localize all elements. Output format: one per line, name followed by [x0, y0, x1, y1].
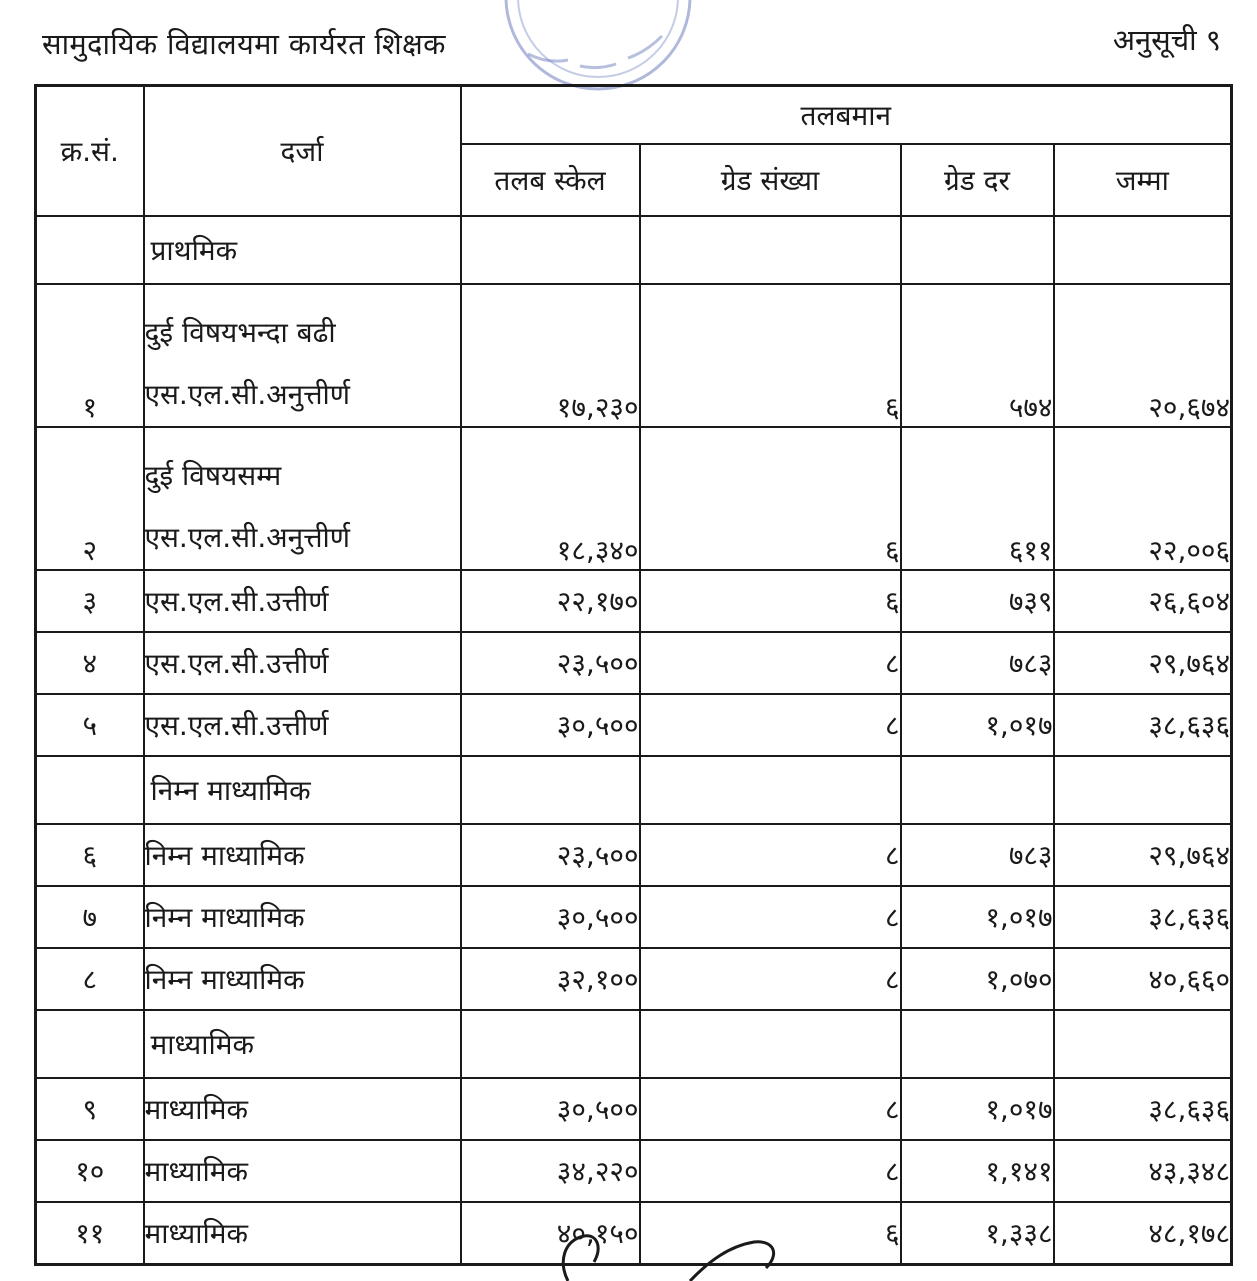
cell-level-line: निम्न माध्यामिक	[144, 901, 305, 934]
document-title: सामुदायिक विद्यालयमा कार्यरत शिक्षक	[42, 27, 446, 61]
cell-scale: १७,२३०	[461, 284, 640, 427]
cell-scale: ३४,२२०	[461, 1140, 640, 1202]
cell-level-line: एस.एल.सी.अनुत्तीर्ण	[144, 378, 351, 411]
table-row	[36, 886, 1232, 948]
cell-sn: ५	[36, 694, 144, 756]
table-row	[36, 427, 1232, 570]
cell-scale: २२,१७०	[461, 570, 640, 632]
col-header-salary-group: तलबमान	[461, 86, 1232, 145]
cell-level-line: एस.एल.सी.उत्तीर्ण	[144, 647, 329, 680]
section-row	[36, 1010, 1232, 1078]
table-row	[36, 694, 1232, 756]
cell-sn: ३	[36, 570, 144, 632]
table-row	[36, 632, 1232, 694]
cell-grade-count: ८	[640, 886, 901, 948]
section-row	[36, 756, 1232, 824]
section-empty-cell	[1054, 756, 1232, 824]
cell-level-line: निम्न माध्यामिक	[144, 963, 305, 996]
col-header-grade-rate: ग्रेड दर	[901, 144, 1054, 216]
cell-grade-rate: १,०१७	[901, 694, 1054, 756]
col-header-scale: तलब स्केल	[461, 144, 640, 216]
section-label: निम्न माध्यामिक	[144, 756, 461, 824]
cell-total: २०,६७४	[1054, 284, 1232, 427]
cell-sn: ७	[36, 886, 144, 948]
section-empty-cell	[461, 1010, 640, 1078]
section-sn-cell	[36, 756, 144, 824]
section-label: माध्यामिक	[144, 1010, 461, 1078]
cell-level	[144, 694, 461, 756]
cell-total: ३८,६३६	[1054, 886, 1232, 948]
cell-level	[144, 1202, 461, 1265]
cell-sn: ६	[36, 824, 144, 886]
cell-sn: ११	[36, 1202, 144, 1265]
cell-grade-rate: ७८३	[901, 824, 1054, 886]
cell-level-line: एस.एल.सी.उत्तीर्ण	[144, 709, 329, 742]
cell-grade-count: ८	[640, 694, 901, 756]
cell-grade-rate: १,३३८	[901, 1202, 1054, 1265]
section-sn-cell	[36, 1010, 144, 1078]
cell-grade-count: ६	[640, 284, 901, 427]
section-empty-cell	[1054, 216, 1232, 284]
table-row	[36, 824, 1232, 886]
cell-scale: ३०,५००	[461, 694, 640, 756]
cell-level-line: माध्यामिक	[144, 1093, 249, 1126]
cell-sn: २	[36, 427, 144, 570]
cell-grade-rate: ५७४	[901, 284, 1054, 427]
table-row	[36, 284, 1232, 427]
cell-grade-rate: ७३९	[901, 570, 1054, 632]
cell-total: ३८,६३६	[1054, 694, 1232, 756]
cell-level-line: माध्यामिक	[144, 1155, 249, 1188]
cell-grade-rate: १,१४१	[901, 1140, 1054, 1202]
col-header-grade-count: ग्रेड संख्या	[640, 144, 901, 216]
cell-sn: १०	[36, 1140, 144, 1202]
cell-level	[144, 632, 461, 694]
signature-icon	[540, 1232, 800, 1281]
cell-level-line: दुई विषयसम्म	[144, 459, 282, 492]
cell-grade-count: ८	[640, 1078, 901, 1140]
annex-label: अनुसूची ९	[1112, 23, 1221, 57]
cell-grade-count: ६	[640, 570, 901, 632]
cell-grade-count: ८	[640, 948, 901, 1010]
section-empty-cell	[640, 216, 901, 284]
table-row	[36, 570, 1232, 632]
cell-scale: १८,३४०	[461, 427, 640, 570]
cell-grade-count: ६	[640, 427, 901, 570]
cell-total: २२,००६	[1054, 427, 1232, 570]
cell-grade-count: ८	[640, 632, 901, 694]
col-header-sn: क्र.सं.	[36, 86, 144, 217]
cell-level	[144, 948, 461, 1010]
section-sn-cell	[36, 216, 144, 284]
cell-total: ४०,६६०	[1054, 948, 1232, 1010]
cell-grade-rate: १,०१७	[901, 1078, 1054, 1140]
section-empty-cell	[640, 756, 901, 824]
cell-total: ३८,६३६	[1054, 1078, 1232, 1140]
cell-total: २९,७६४	[1054, 632, 1232, 694]
section-empty-cell	[901, 756, 1054, 824]
cell-scale: ३०,५००	[461, 1078, 640, 1140]
cell-grade-rate: १,०७०	[901, 948, 1054, 1010]
cell-level-line: माध्यामिक	[144, 1217, 249, 1250]
table-row	[36, 948, 1232, 1010]
cell-scale: २३,५००	[461, 632, 640, 694]
cell-level	[144, 570, 461, 632]
cell-scale: ४०,१५०	[461, 1202, 640, 1265]
cell-grade-rate: ६११	[901, 427, 1054, 570]
section-empty-cell	[640, 1010, 901, 1078]
cell-scale: ३२,१००	[461, 948, 640, 1010]
table-row	[36, 1078, 1232, 1140]
section-empty-cell	[461, 216, 640, 284]
cell-sn: ९	[36, 1078, 144, 1140]
salary-table	[34, 84, 1233, 1266]
section-empty-cell	[901, 1010, 1054, 1078]
cell-total: २६,६०४	[1054, 570, 1232, 632]
section-empty-cell	[461, 756, 640, 824]
section-row	[36, 216, 1232, 284]
cell-level	[144, 427, 461, 570]
cell-grade-count: ६	[640, 1202, 901, 1265]
cell-scale: २३,५००	[461, 824, 640, 886]
cell-level-line: दुई विषयभन्दा बढी	[144, 316, 336, 349]
cell-sn: ८	[36, 948, 144, 1010]
cell-sn: १	[36, 284, 144, 427]
cell-grade-rate: ७८३	[901, 632, 1054, 694]
cell-level-line: निम्न माध्यामिक	[144, 839, 305, 872]
cell-grade-rate: १,०१७	[901, 886, 1054, 948]
section-label: प्राथमिक	[144, 216, 461, 284]
cell-level	[144, 284, 461, 427]
col-header-total: जम्मा	[1054, 144, 1232, 216]
cell-level-line: एस.एल.सी.उत्तीर्ण	[144, 585, 329, 618]
cell-total: २९,७६४	[1054, 824, 1232, 886]
cell-level	[144, 886, 461, 948]
cell-level	[144, 1078, 461, 1140]
section-empty-cell	[901, 216, 1054, 284]
col-header-level: दर्जा	[144, 86, 461, 217]
cell-grade-count: ८	[640, 824, 901, 886]
cell-level	[144, 1140, 461, 1202]
cell-total: ४३,३४८	[1054, 1140, 1232, 1202]
table-row	[36, 1140, 1232, 1202]
cell-grade-count: ८	[640, 1140, 901, 1202]
cell-level-line: एस.एल.सी.अनुत्तीर्ण	[144, 521, 351, 554]
cell-sn: ४	[36, 632, 144, 694]
cell-scale: ३०,५००	[461, 886, 640, 948]
cell-total: ४८,१७८	[1054, 1202, 1232, 1265]
cell-level	[144, 824, 461, 886]
section-empty-cell	[1054, 1010, 1232, 1078]
